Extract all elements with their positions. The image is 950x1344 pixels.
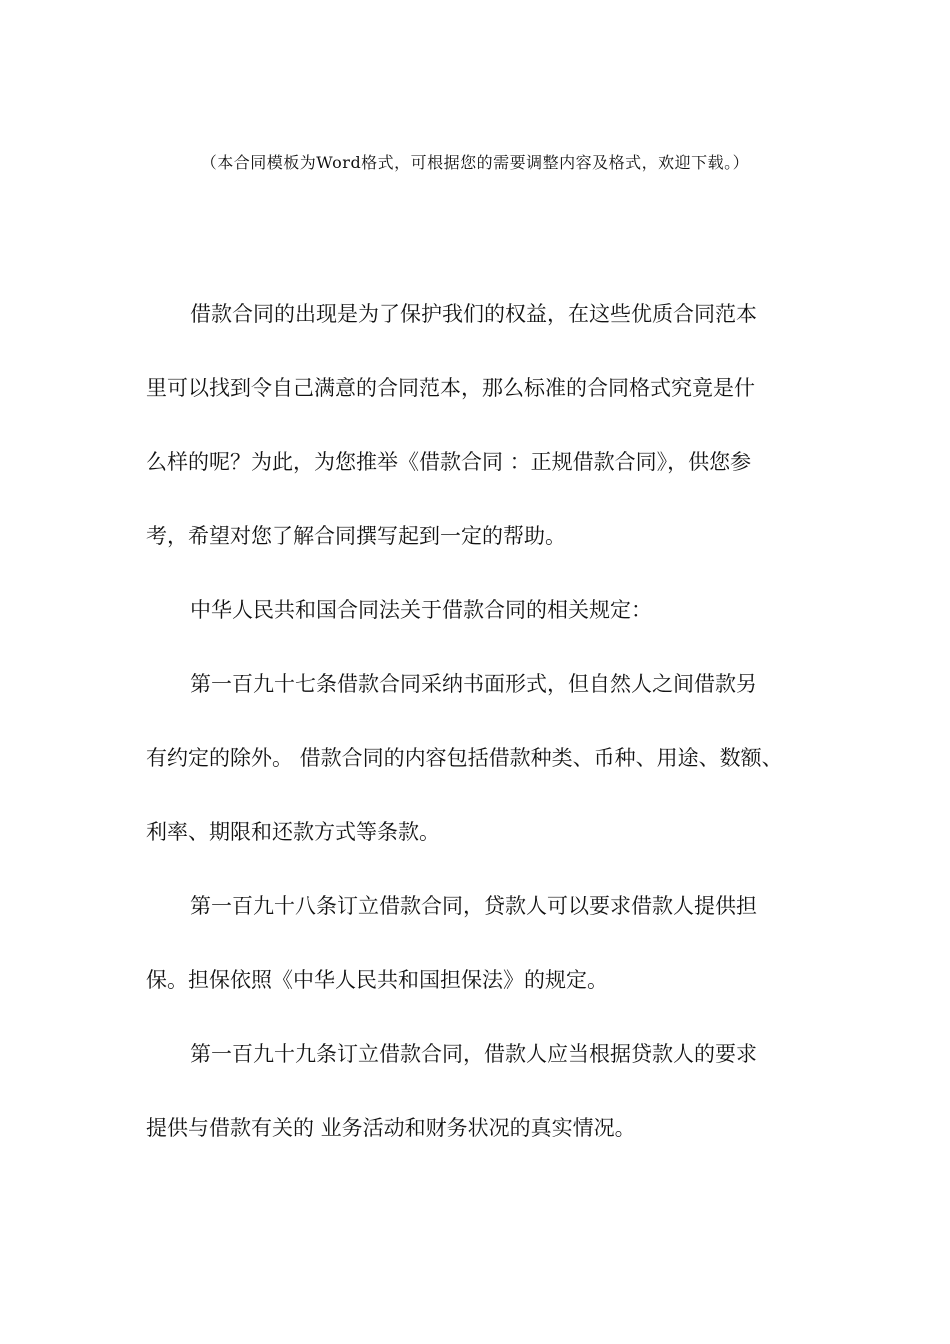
- body-line: 中华人民共和国合同法关于借款合同的相关规定：: [190, 598, 652, 622]
- body-line: 第一百九十八条订立借款合同，贷款人可以要求借款人提供担: [190, 894, 757, 918]
- body-line: 么样的呢？为此，为您推举《借款合同 ：正规借款合同》，供您参: [146, 450, 752, 474]
- body-line: 借款合同的出现是为了保护我们的权益，在这些优质合同范本: [190, 302, 757, 326]
- body-line: 考，希望对您了解合同撰写起到一定的帮助。: [146, 524, 566, 548]
- body-line: 有约定的除外。 借款合同的内容包括借款种类、币种、用途、数额、: [146, 746, 783, 770]
- document-body: [146, 296, 826, 1184]
- body-line: 第一百九十九条订立借款合同，借款人应当根据贷款人的要求: [190, 1042, 757, 1066]
- body-line: 里可以找到令自己满意的合同范本，那么标准的合同格式究竟是什: [146, 376, 755, 400]
- template-notice: （本合同模板为Word格式，可根据您的需要调整内容及格式，欢迎下载。）: [200, 153, 750, 172]
- body-line: 保。担保依照《中华人民共和国担保法》的规定。: [146, 968, 608, 992]
- body-line: 利率、期限和还款方式等条款。: [146, 820, 440, 844]
- body-line: 提供与借款有关的 业务活动和财务状况的真实情况。: [146, 1116, 636, 1140]
- body-line: 第一百九十七条借款合同采纳书面形式，但自然人之间借款另: [190, 672, 757, 696]
